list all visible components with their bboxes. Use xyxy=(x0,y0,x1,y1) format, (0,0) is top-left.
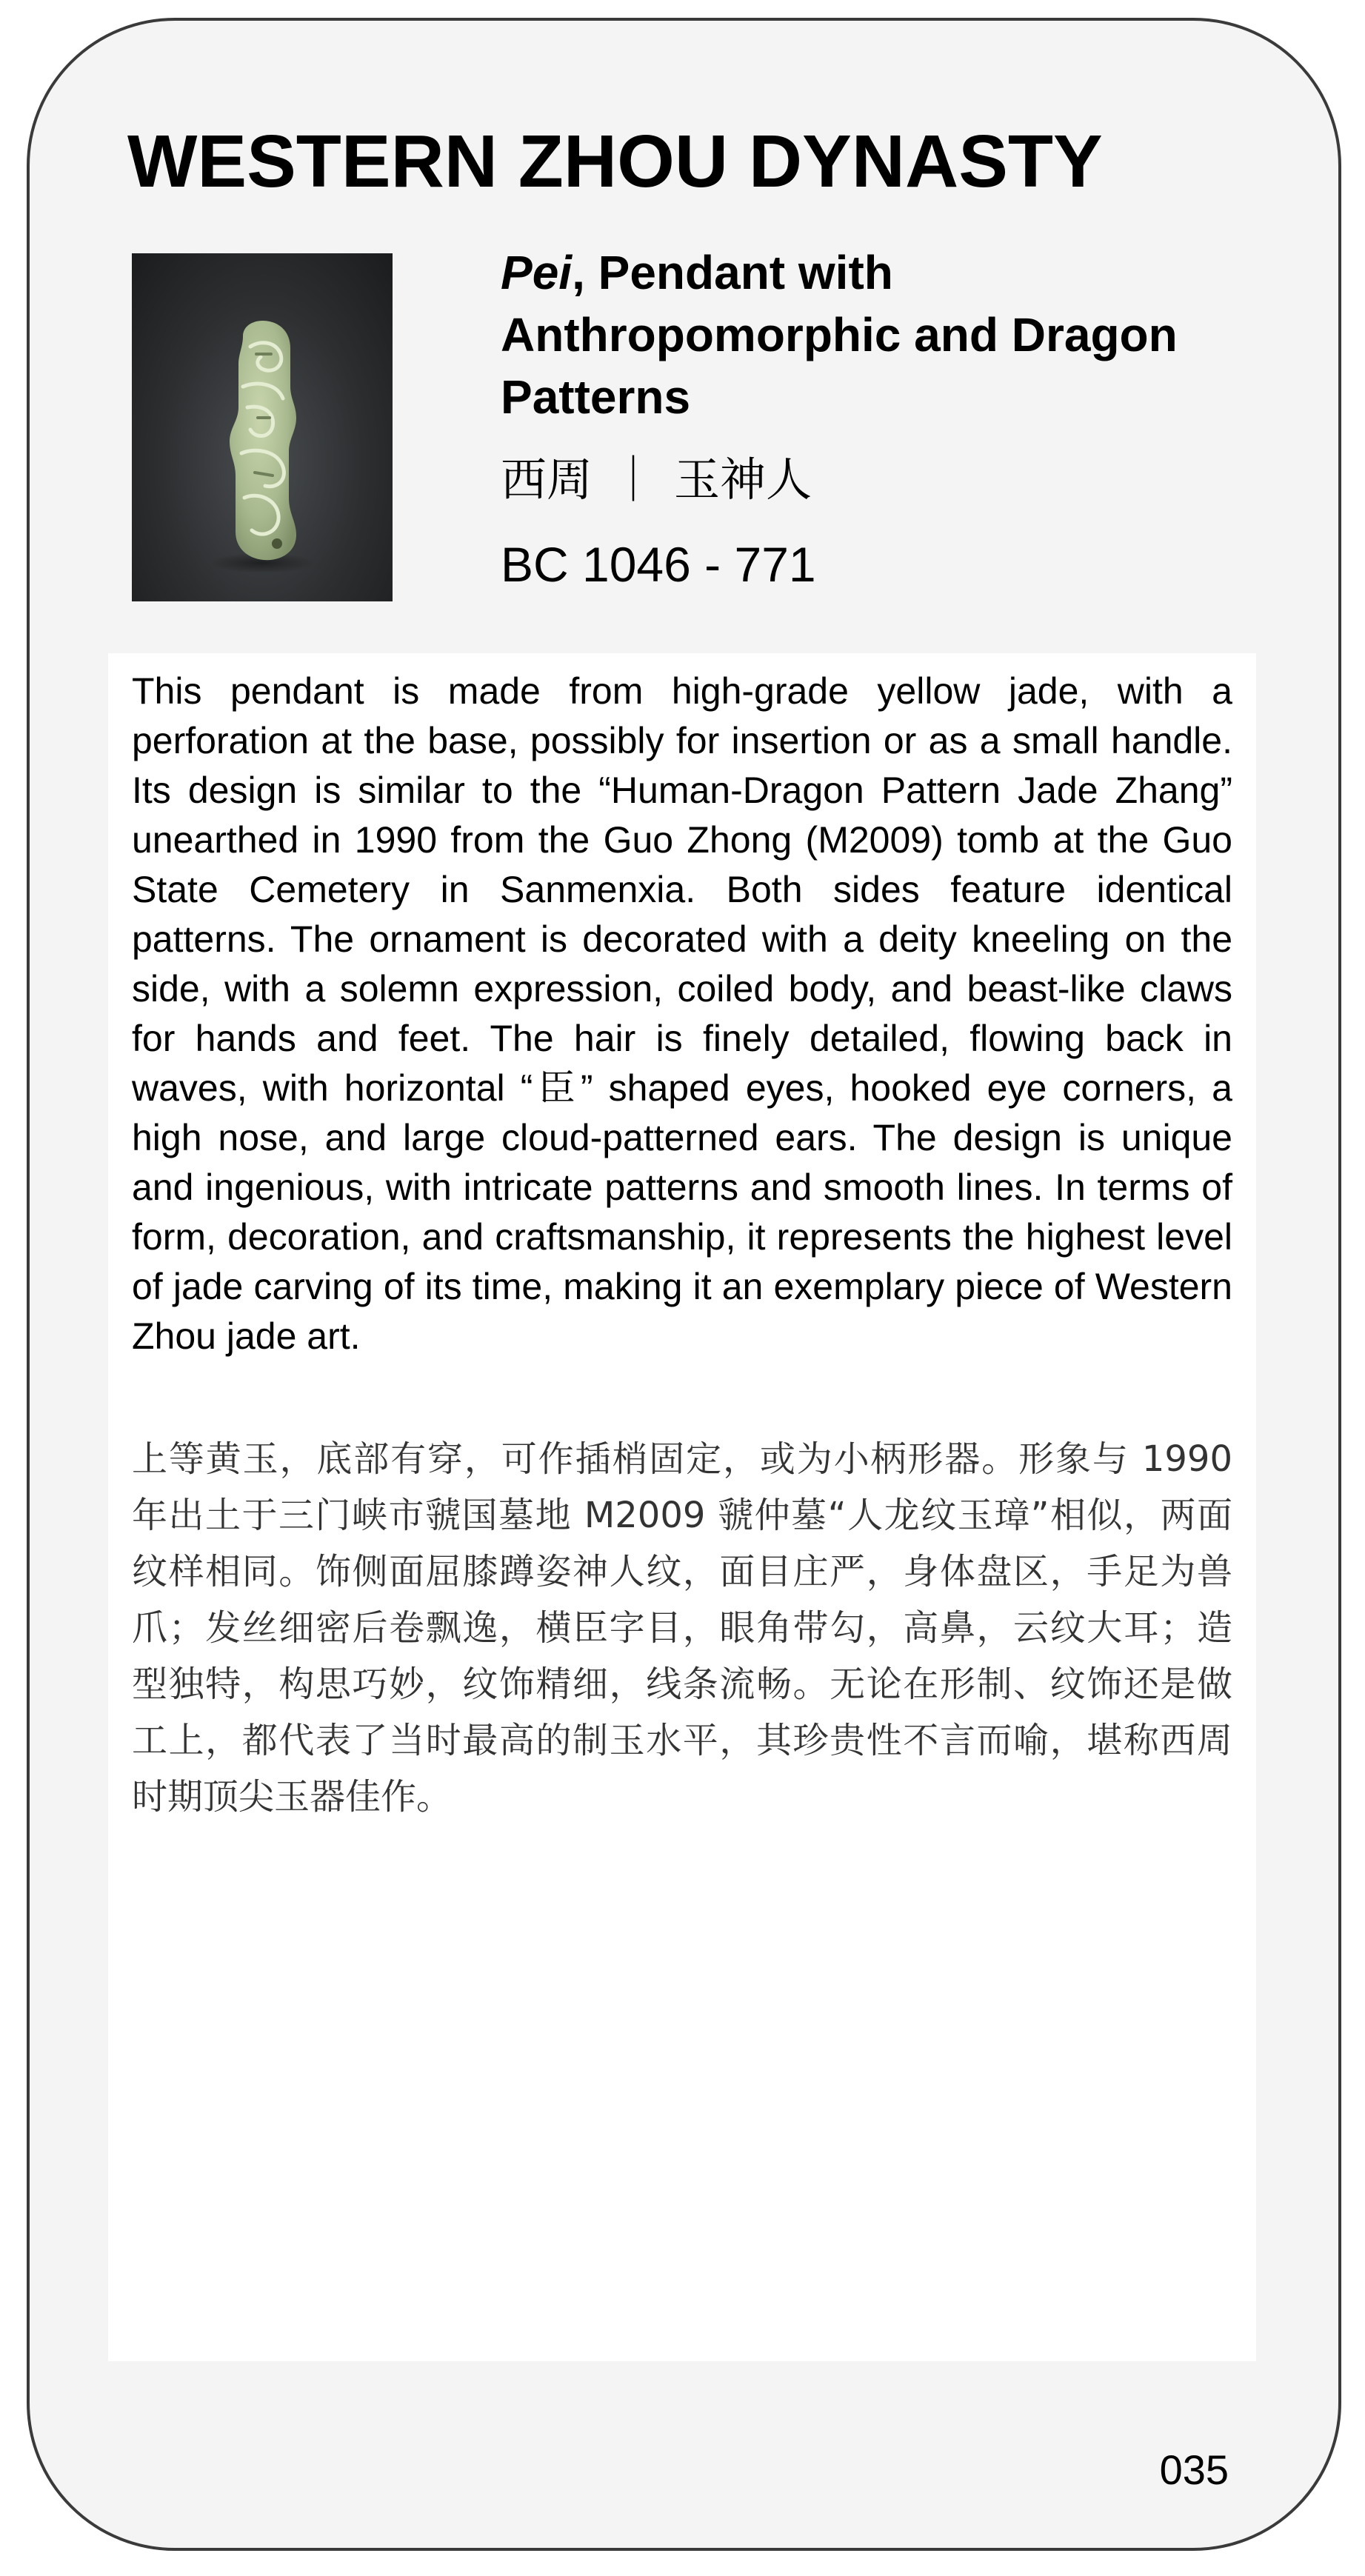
english-description: This pendant is made from high-grade yellow jade, with a perforation at the base, possibly for insertion or as a small handle. Its design is similar to the “Human-Dragon Pattern Jade Zhang” unearthed in 1990 from the Guo Zhong (M2009) tomb at the Guo State Cemetery in Sanmenxia. Both sides feature identical patterns. The ornament is decorated with a deity kneeling on the side, with a solemn expression, coiled body, and beast-like claws for hands and feet. The hair is finely detailed, flowing back in waves, with horizontal “臣” shaped eyes, hooked eye corners, a high nose, and large cloud-patterned ears. The design is unique and ingenious, with intricate patterns and smooth lines. In terms of form, decoration, and craftsmanship, it represents the highest level of jade carving of its time, making it an exemplary piece of Western Zhou jade art. xyxy=(132,670,1232,1357)
page-number: 035 xyxy=(1159,2446,1229,2493)
description-panel xyxy=(108,653,1256,2361)
object-title-italic: Pei xyxy=(501,246,573,299)
jade-pendant-icon xyxy=(132,253,393,601)
chinese-name: 玉神人 xyxy=(674,453,812,507)
section-title: WESTERN ZHOU DYNASTY xyxy=(127,120,1103,203)
object-date: BC 1046 - 771 xyxy=(501,537,816,592)
chinese-description: 上等黄玉，底部有穿，可作插梢固定，或为小柄形器。形象与 1990 年出土于三门峡市虢国墓地 M2009 虢仲墓“人龙纹玉璋”相似，两面纹样相同。饰侧面屈膝蹲姿神人纹，面目庄严，身体盘区，手足为兽爪；发丝细密后卷飘逸，横臣字目，眼角带勾，高鼻，云纹大耳；造型独特，构思巧妙，纹饰精细，线条流畅。无论在形制、纹饰还是做工上，都代表了当时最高的制玉水平，其珍贵性不言而喻，堪称西周时期顶尖玉器佳作。 xyxy=(132,1438,1232,1818)
object-title-rest: , Pendant with Anthropomorphic and Dragon Patterns xyxy=(501,246,1178,424)
chinese-title xyxy=(501,449,1286,511)
jade-pendant-photo xyxy=(132,253,393,601)
object-title xyxy=(501,241,1286,428)
title-separator: ｜ xyxy=(610,453,657,507)
object-header xyxy=(501,241,1286,594)
chinese-period: 西周 xyxy=(501,453,593,507)
